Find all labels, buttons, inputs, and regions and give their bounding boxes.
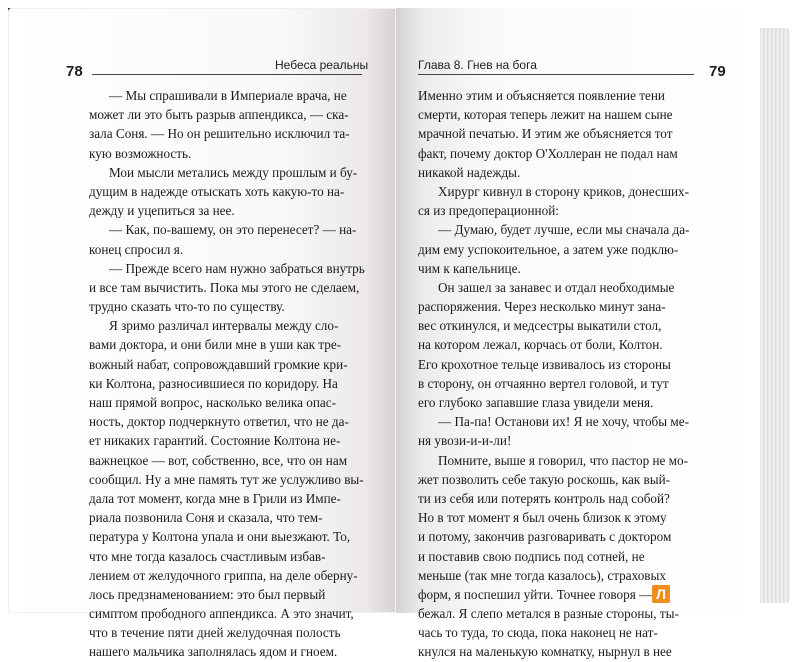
text-line: Хирург кивнул в сторону криков, донесших- xyxy=(438,183,690,199)
text-line: дала тот момент, когда мне в Грили из Импе- xyxy=(89,490,341,506)
text-line: Его крохотное тельце извивалось из стороны xyxy=(418,356,671,372)
text-line: что мне тогда казалось счастливым избав- xyxy=(89,548,326,564)
text-line: ет никаких гарантий. Состояние Колтона не- xyxy=(89,433,341,449)
text-line: чим к капельнице. xyxy=(418,260,521,276)
text-line: вожный набат, сопровождавший громкие кри- xyxy=(89,356,348,372)
text-line: ность, доктор подчеркнуто ответил, что не да- xyxy=(89,414,349,430)
text-line: — Мы спрашивали в Империале врача, не xyxy=(109,88,347,103)
text-line: его глубоко запавшие глаза увидели меня. xyxy=(418,395,654,410)
text-line: и поставив свою подпись под сотней, не xyxy=(418,548,645,564)
text-line: дущим в надежде отыскать хоть какую-то на- xyxy=(89,183,345,199)
text-line: ти из себя или потерять контроль над собой? xyxy=(418,490,670,506)
text-line: мрачной печатью. И этим же объясняется тот xyxy=(418,126,673,142)
text-line: на котором лежал, корчась от боли, Колтон. xyxy=(418,337,663,353)
text-line: — Па-па! Останови их! Я не хочу, чтобы ме- xyxy=(438,414,689,430)
text-line: кнулся на маленькую комнатку, нырнул в нее xyxy=(418,644,672,660)
text-line: нашего мальчика заполнялась ядом и гноем. xyxy=(89,644,338,660)
text-line: распоряжения. Через несколько минут зана- xyxy=(418,299,666,315)
text-line: жет позволить себе такую роскошь, как вый- xyxy=(418,471,671,487)
text-line: — Думаю, будет лучше, если мы сначала да- xyxy=(438,222,690,238)
text-line: что в течение пяти дней желудочная полость xyxy=(89,625,341,641)
left-header-rule xyxy=(92,74,362,75)
text-line: смерти, которая теперь лежит на нашем сыне xyxy=(418,107,673,123)
left-page-number: 78 xyxy=(66,63,83,80)
right-header-rule xyxy=(418,74,694,75)
text-line: сообщил. Ну а мне память тут же услужливо вы- xyxy=(89,471,364,487)
text-line: факт, почему доктор О'Холлеран не подал нам xyxy=(418,145,678,161)
text-line: кую возможность. xyxy=(89,145,192,161)
text-line: дим ему успокоительное, а затем уже подклю- xyxy=(418,241,679,257)
text-line: форм, я поспешил уйти. Точнее говоря — xyxy=(418,586,653,602)
text-line: пература у Колтона упала и они выезжают. То, xyxy=(89,529,351,545)
text-line: никакой надежды. xyxy=(418,164,521,180)
left-body-text xyxy=(89,86,369,662)
text-line: и все там вычистить. Пока мы этого не сделаем, xyxy=(89,279,360,295)
text-line: бежал. Я слепо метался в разные стороны, ты- xyxy=(418,606,679,622)
text-line: ся из предоперационной: xyxy=(418,203,559,219)
text-line: — Прежде всего нам нужно забраться внутрь xyxy=(109,260,365,276)
left-running-title: Небеса реальны xyxy=(275,58,369,72)
text-line: трудно сказать что-то по существу. xyxy=(89,299,285,315)
text-line: дежду и уцепиться за нее. xyxy=(89,203,235,219)
text-line: в сторону, он отчаянно вертел головой, и тут xyxy=(418,375,669,391)
text-line: важнецкое — вот, собственно, все, что он нам xyxy=(89,452,348,468)
text-line: лением от желудочного гриппа, на деле оберну- xyxy=(89,567,358,583)
text-line: Мои мысли метались между прошлым и бу- xyxy=(109,164,358,180)
text-line: может ли это быть разрыв аппендикса, — ска- xyxy=(89,107,349,123)
text-line: риала позвонила Соня и сказала, что тем- xyxy=(89,510,323,526)
text-line: меньше (так мне тогда казалось), страховых xyxy=(418,567,666,583)
text-line: зала Соня. — Но он решительно исключил та- xyxy=(89,126,350,142)
text-line: наш прямой вопрос, насколько велика опас- xyxy=(89,395,337,410)
text-line: ня увози-и-и-ли! xyxy=(418,433,512,449)
labirint-logo-icon: Л xyxy=(652,585,670,603)
right-page-number: 79 xyxy=(709,63,726,80)
text-line: Но в тот момент я был очень близок к этому xyxy=(418,510,667,526)
text-line: Он зашел за занавес и отдал необходимые xyxy=(438,279,675,295)
text-line: вами доктора, и они били мне в уши как тре- xyxy=(89,337,342,353)
right-running-title: Глава 8. Гнев на бога xyxy=(418,58,537,72)
text-line: Именно этим и объясняется появление тени xyxy=(418,88,665,103)
text-line: симптом прободного аппендикса. А это значит, xyxy=(89,606,354,622)
text-line: ки Колтона, разносившиеся по коридору. На xyxy=(89,375,338,391)
text-line: и потому, закончив разговаривать с доктором xyxy=(418,529,672,545)
text-line: вес откинулся, и медсестры выкатили стол, xyxy=(418,318,662,334)
right-body-text xyxy=(418,86,698,662)
text-line: Я зримо различал интервалы между сло- xyxy=(109,318,339,334)
text-line: лось предзнаменованием: это был первый xyxy=(89,586,326,602)
text-line: — Как, по-вашему, он это перенесет? — на- xyxy=(109,222,357,238)
text-line: чась то туда, то сюда, пока наконец не нат- xyxy=(418,625,658,641)
text-line: Помните, выше я говорил, что пастор не мо- xyxy=(438,452,689,468)
page-edges xyxy=(760,28,790,603)
text-line: конец спросил я. xyxy=(89,241,184,257)
